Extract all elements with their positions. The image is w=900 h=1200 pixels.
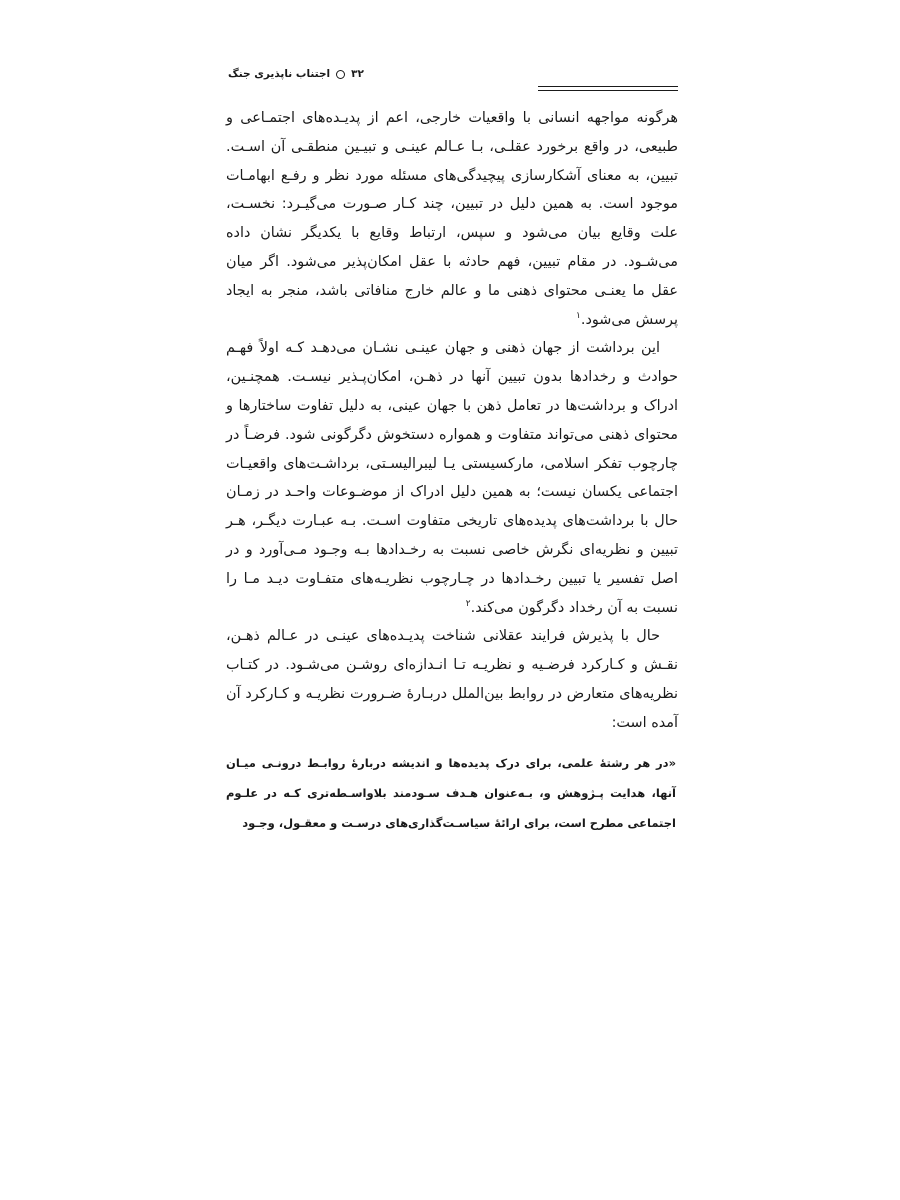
paragraph-1 (226, 104, 678, 334)
footnote-marker-2[interactable]: ۲ (465, 598, 471, 609)
running-header (226, 64, 678, 84)
circle-ornament-icon (336, 70, 345, 79)
block-quote (226, 748, 678, 838)
body-text (226, 104, 678, 738)
paragraph-text: این برداشت از جهان ذهنی و جهان عینـی نشـان می‌دهـد کـه اولاً فهـم حوادث و رخدادها بدون تبیین آنها در ذهـن، امکان‌پـذیر نیسـت. همچنـین، ادراک و برداشت‌ها در تعامل ذهن با جهان عینی، به دلیل تفاوت ساختارها و محتوای ذهنی می‌تواند متفاوت و همواره دستخوش دگرگونی شود. فرضـاً در چارچوب تفکر اسلامی، مارکسیستی یـا لیبرالیسـتی، برداشـت‌های واقعیـات اجتماعی یکسان نیست؛ به همین دلیل ادراک از موضـوعات واحـد در زمـان حال با برداشت‌های پدیده‌های تاریخی متفاوت اسـت. بـه عبـارت دیگـر، هـر تبیین و نظریه‌ای نگرش خاصی نسبت به رخـدادها بـه وجـود مـی‌آورد و در اصل تفسیر یا تبیین رخـدادها در چـارچوب نظریـه‌های متفـاوت دیـد مـا را نسبت به آن رخداد دگرگون می‌کند. (226, 340, 678, 616)
quote-text: «در هر رشتۀ علمی، برای درک پدیده‌ها و اندیشه دربارۀ روابـط درونـی میـان آنها، هدایت پـژوهش و، بـه‌عنوان هـدف سـودمند بلاواسـطه‌تری کـه در علـوم اجتماعی مطرح است، برای ارائۀ سیاسـت‌گذاری‌های درسـت و معقـول، وجـود (226, 755, 676, 830)
paragraph-text: حال با پذیرش فرایند عقلانی شناخت پدیـده‌های عینـی در عـالم ذهـن، نقـش و کـارکرد فرضـیه و نظریـه تـا انـدازه‌ای روشـن می‌شـود. در کتـاب نظریه‌های متعارض در روابط بین‌الملل دربـارۀ ضـرورت نظریـه و کـارکرد آن آمده است: (226, 628, 678, 731)
page-number: ۳۲ (351, 68, 364, 80)
paragraph-2 (226, 334, 678, 622)
paragraph-text: هرگونه مواجهه انسانی با واقعیات خارجی، اعم از پدیـده‌های اجتمـاعی و طبیعی، در واقع برخورد عقلـی، بـا عـالم عینـی و تبیـین منطقـی آن اسـت. تبیین، به معنای آشکارسازی پیچیدگی‌های مسئله مورد نظر و رفـع ابهامـات موجود است. به همین دلیل در تبیین، چند کـار صـورت می‌گیـرد: نخسـت، علت وقایع بیان می‌شود و سپس، ارتباط وقایع با یکدیگر نشان داده می‌شـود. در مقام تبیین، فهم حادثه با عقل امکان‌پذیر می‌شود. اگر میان عقل ما یعنـی محتوای ذهنی ما و عالم خارج منافاتی باشد، منجر به ایجاد پرسش می‌شود. (226, 110, 678, 328)
footnote-marker-1[interactable]: ۱ (576, 310, 581, 321)
book-title: اجتناب ناپذیری جنگ (228, 68, 331, 80)
paragraph-3 (226, 622, 678, 737)
header-double-rule (538, 86, 678, 91)
book-page (226, 64, 678, 838)
